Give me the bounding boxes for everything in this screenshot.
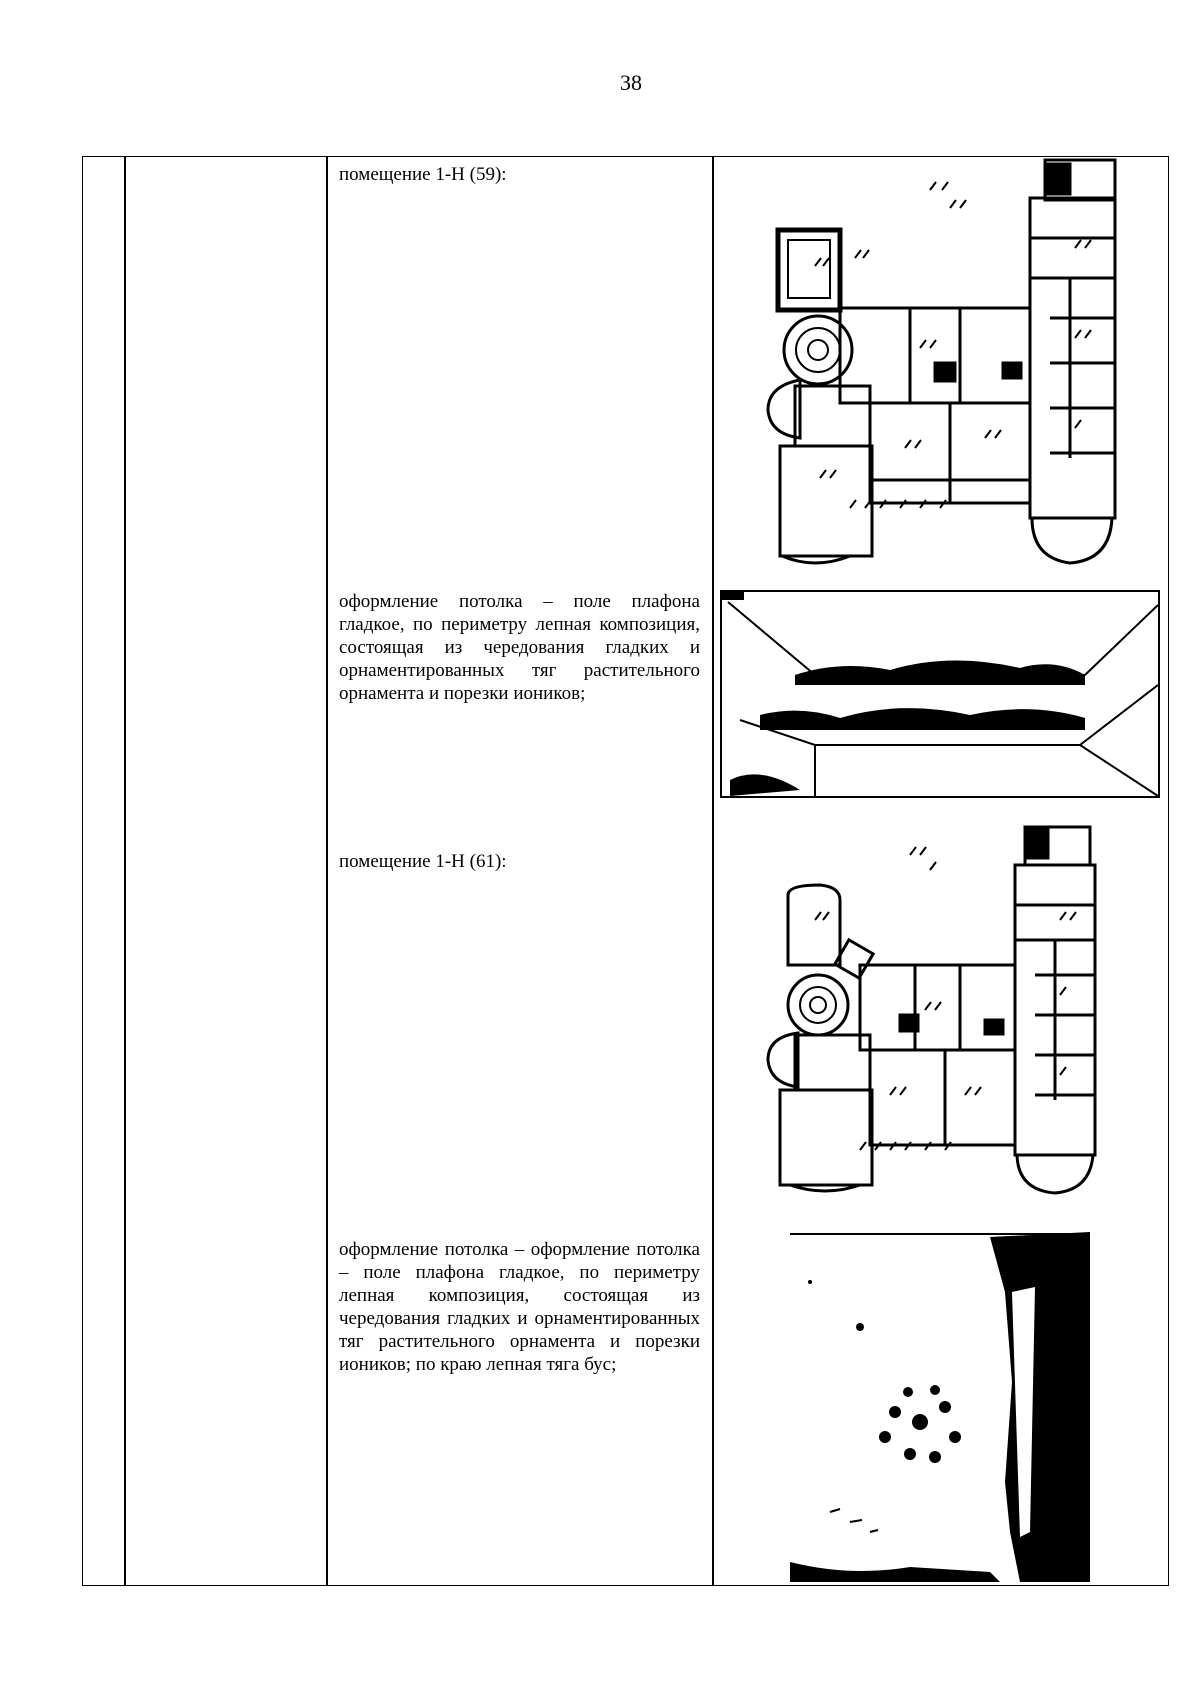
floor-plan-61-image	[760, 825, 1120, 1197]
ceiling-description-59: оформление потолка – поле плафона гладкое, по периметру лепная композиция, состоящая из чередования гладких и орнаментированных тяг растительного орнамента и порезки иоников;	[339, 591, 700, 704]
room-heading-61: помещение 1-Н (61):	[339, 851, 507, 872]
ceiling-description-61: оформление потолка – оформление потолка – поле плафона гладкое, по периметру лепная композиция, состоящая из чередования гладких и орнаментированных тяг растительного орнамента и порезки иоников; по краю лепная тяга бус;	[339, 1239, 700, 1375]
room-heading-59: помещение 1-Н (59):	[339, 164, 507, 185]
floor-plan-59-image	[760, 158, 1120, 570]
column-divider-2	[326, 156, 328, 1586]
ceiling-photo-61-image	[790, 1232, 1090, 1582]
column-divider-3	[712, 156, 714, 1586]
page-number: 38	[620, 70, 642, 95]
ceiling-photo-59-image	[720, 590, 1160, 798]
column-divider-1	[124, 156, 126, 1586]
